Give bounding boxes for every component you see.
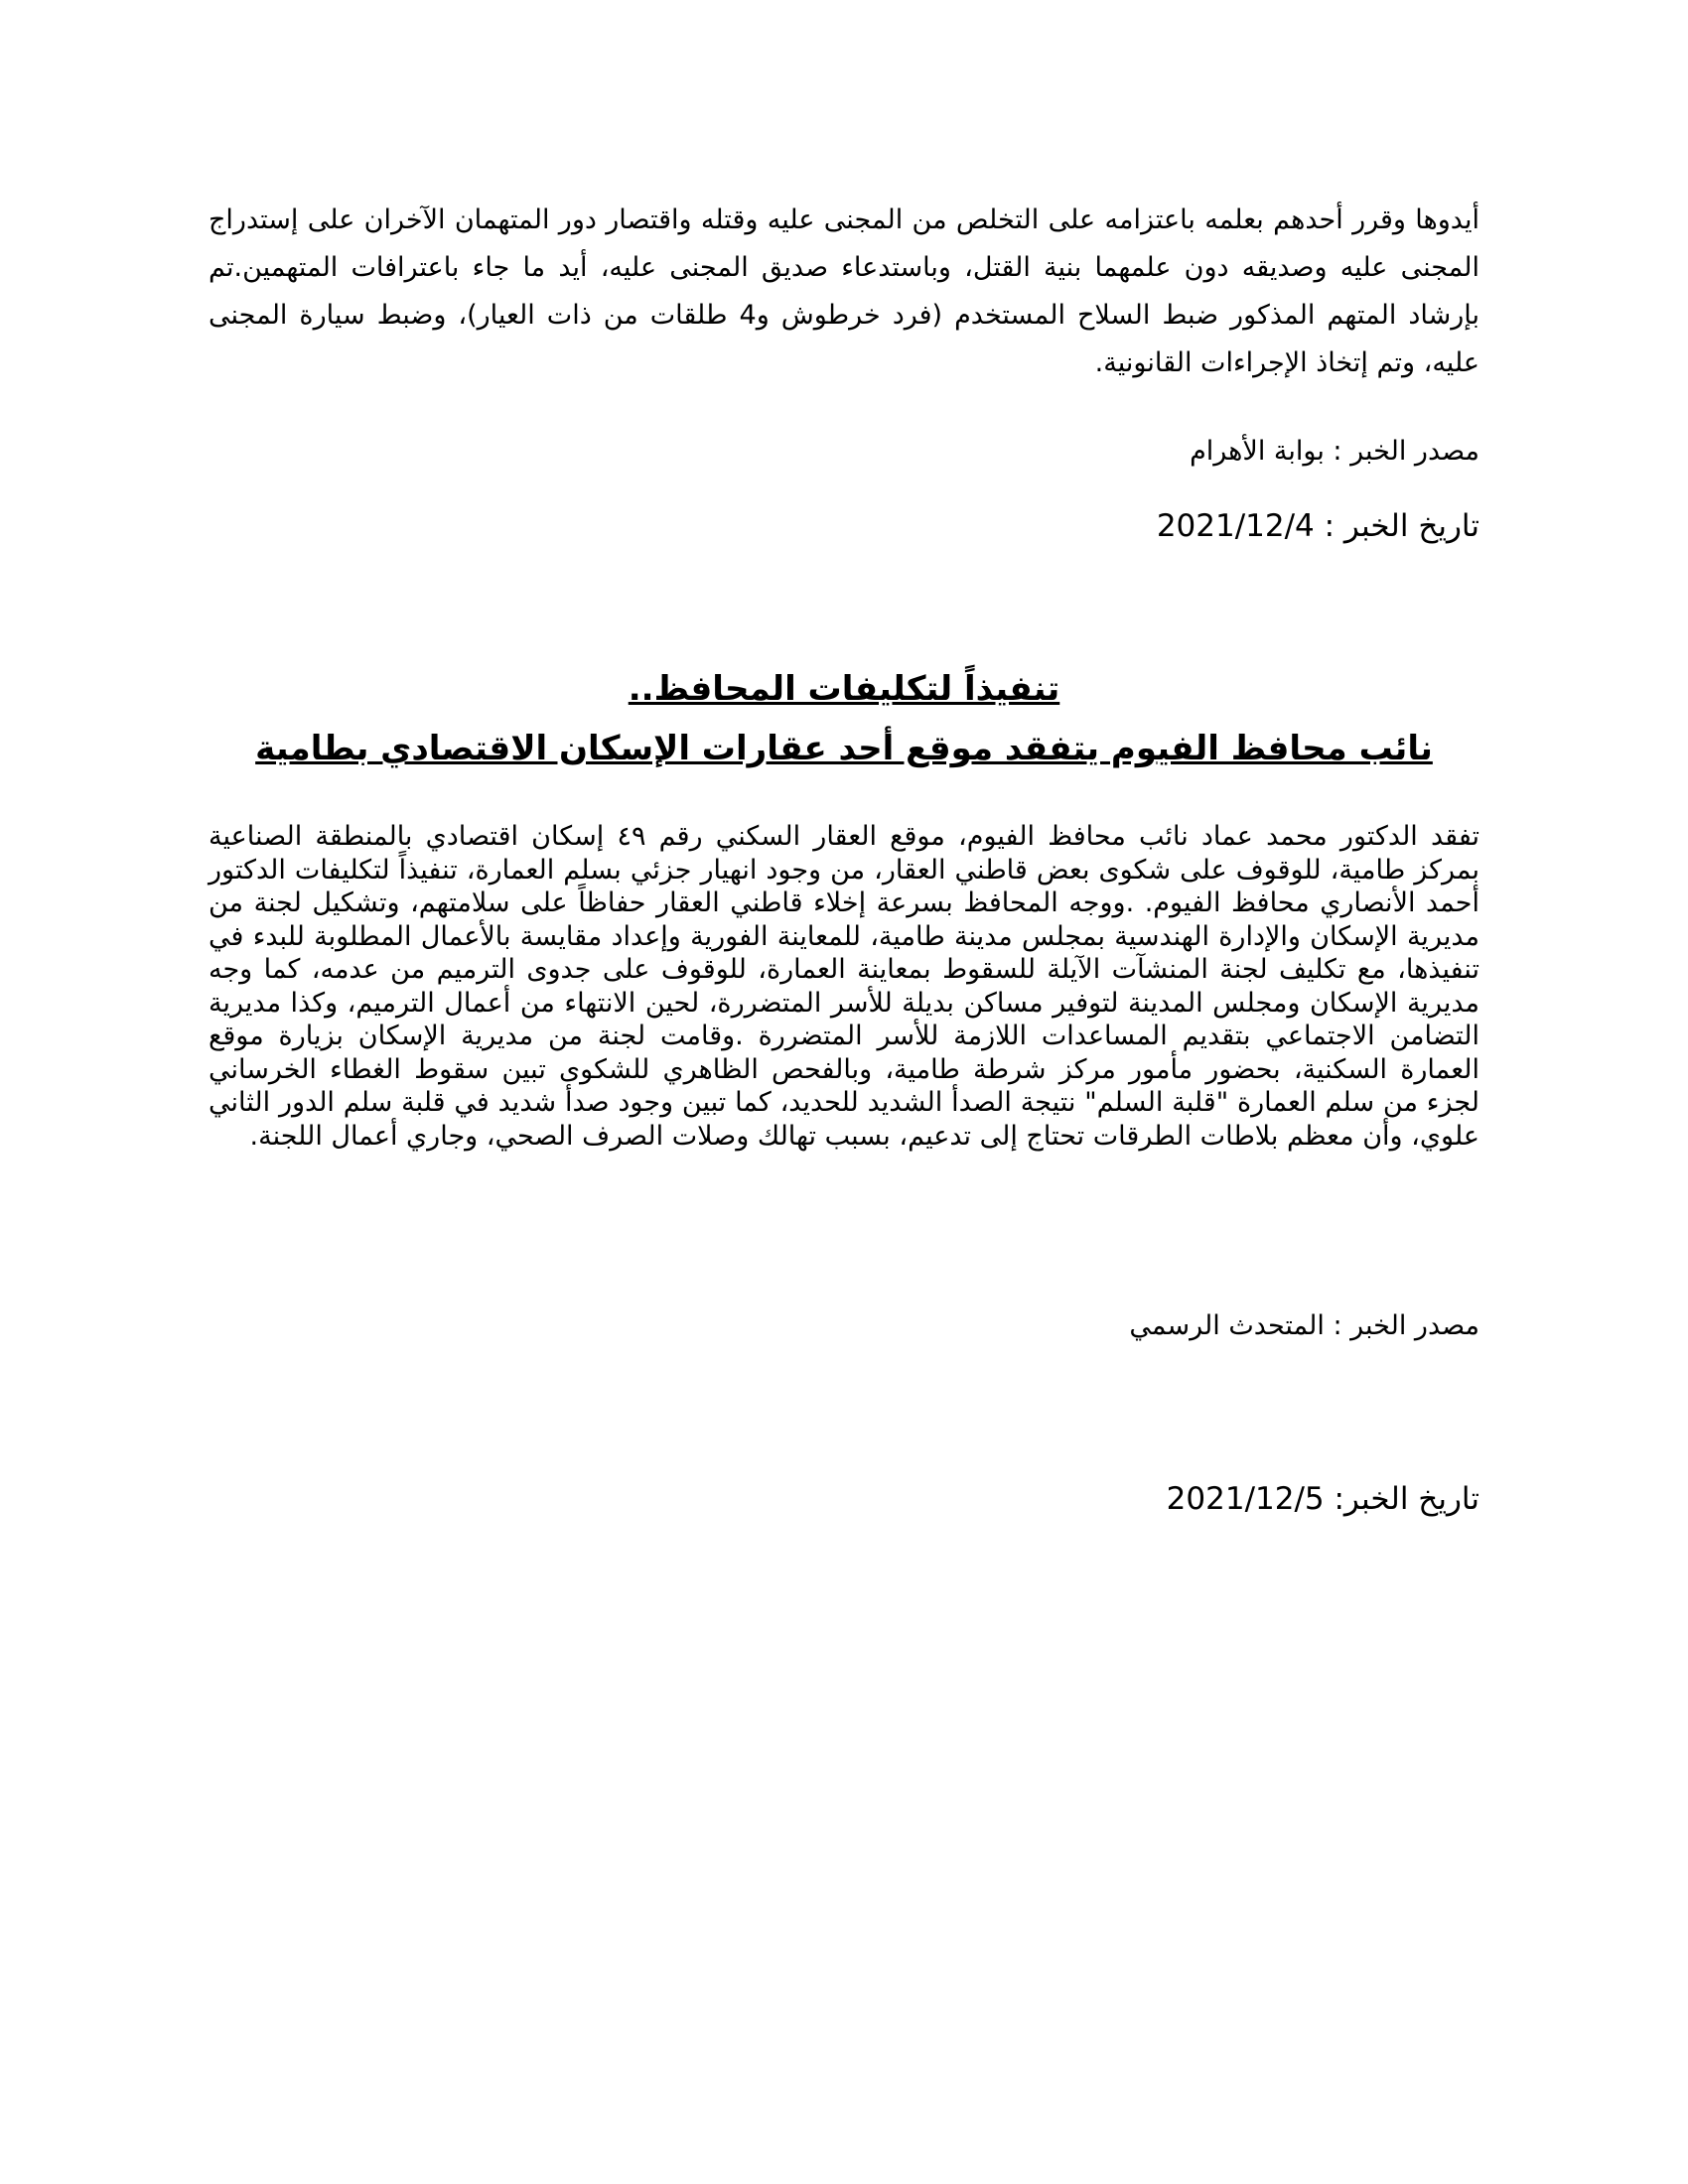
headline-line1-text: تنفيذاً لتكليفات المحافظ.. bbox=[628, 669, 1060, 709]
headline-line2-text: نائب محافظ الفيوم يتفقد موقع أحد عقارات الإسكان الاقتصادي بطامية bbox=[255, 729, 1433, 768]
story2-headline-line2 bbox=[0, 719, 1688, 778]
story2-headline-line1 bbox=[0, 659, 1688, 719]
story1-date: تاريخ الخبر : 2021/12/4 bbox=[1156, 508, 1479, 544]
story1-source: مصدر الخبر : بوابة الأهرام bbox=[1190, 436, 1479, 467]
story2-source: مصدر الخبر : المتحدث الرسمي bbox=[1129, 1310, 1479, 1341]
story1-body: أيدوها وقرر أحدهم بعلمه باعتزامه على التخلص من المجنى عليه وقتله واقتصار دور المتهمان الآخران على إستدراج المجنى عليه وصديقه دون علمهما بنية القتل، وباستدعاء صديق المجنى عليه، أيد ما جاء باعترافات المتهمين.تم بإرشاد المتهم المذكور ضبط السلاح المستخدم (فرد خرطوش و4 طلقات من ذات العيار)، وضبط سيارة المجنى عليه، وتم إتخاذ الإجراءات القانونية. bbox=[209, 205, 1479, 378]
story2-date: تاريخ الخبر: 2021/12/5 bbox=[1166, 1481, 1479, 1517]
story2-body: تفقد الدكتور محمد عماد نائب محافظ الفيوم، موقع العقار السكني رقم ٤٩ إسكان اقتصادي بالمنطقة الصناعية بمركز طامية، للوقوف على شكوى بعض قاطني العقار، من وجود انهيار جزئي بسلم العمارة، تنفيذاً لتكليفات الدكتور أحمد الأنصاري محافظ الفيوم. .ووجه المحافظ بسرعة إخلاء قاطني العقار حفاظاً على سلامتهم، وتشكيل لجنة من مديرية الإسكان والإدارة الهندسية بمجلس مدينة طامية، للمعاينة الفورية وإعداد مقايسة بالأعمال المطلوبة للبدء في تنفيذها، مع تكليف لجنة المنشآت الآيلة للسقوط بمعاينة العمارة، للوقوف على جدوى الترميم من عدمه، كما وجه مديرية الإسكان ومجلس المدينة لتوفير مساكن بديلة للأسر المتضررة، لحين الانتهاء من أعمال الترميم، وكذا مديرية التضامن الاجتماعي بتقديم المساعدات اللازمة للأسر المتضررة .وقامت لجنة من مديرية الإسكان بزيارة موقع العمارة السكنية، بحضور مأمور مركز شرطة طامية، وبالفحص الظاهري للشكوى تبين سقوط الغطاء الخرساني لجزء من سلم العمارة "قلبة السلم" نتيجة الصدأ الشديد للحديد، كما تبين وجود صدأ شديد في قلبة سلم الدور الثاني علوي، وأن معظم بلاطات الطرقات تحتاج إلى تدعيم، بسبب تهالك وصلات الصرف الصحي، وجاري أعمال اللجنة. bbox=[209, 821, 1479, 1152]
